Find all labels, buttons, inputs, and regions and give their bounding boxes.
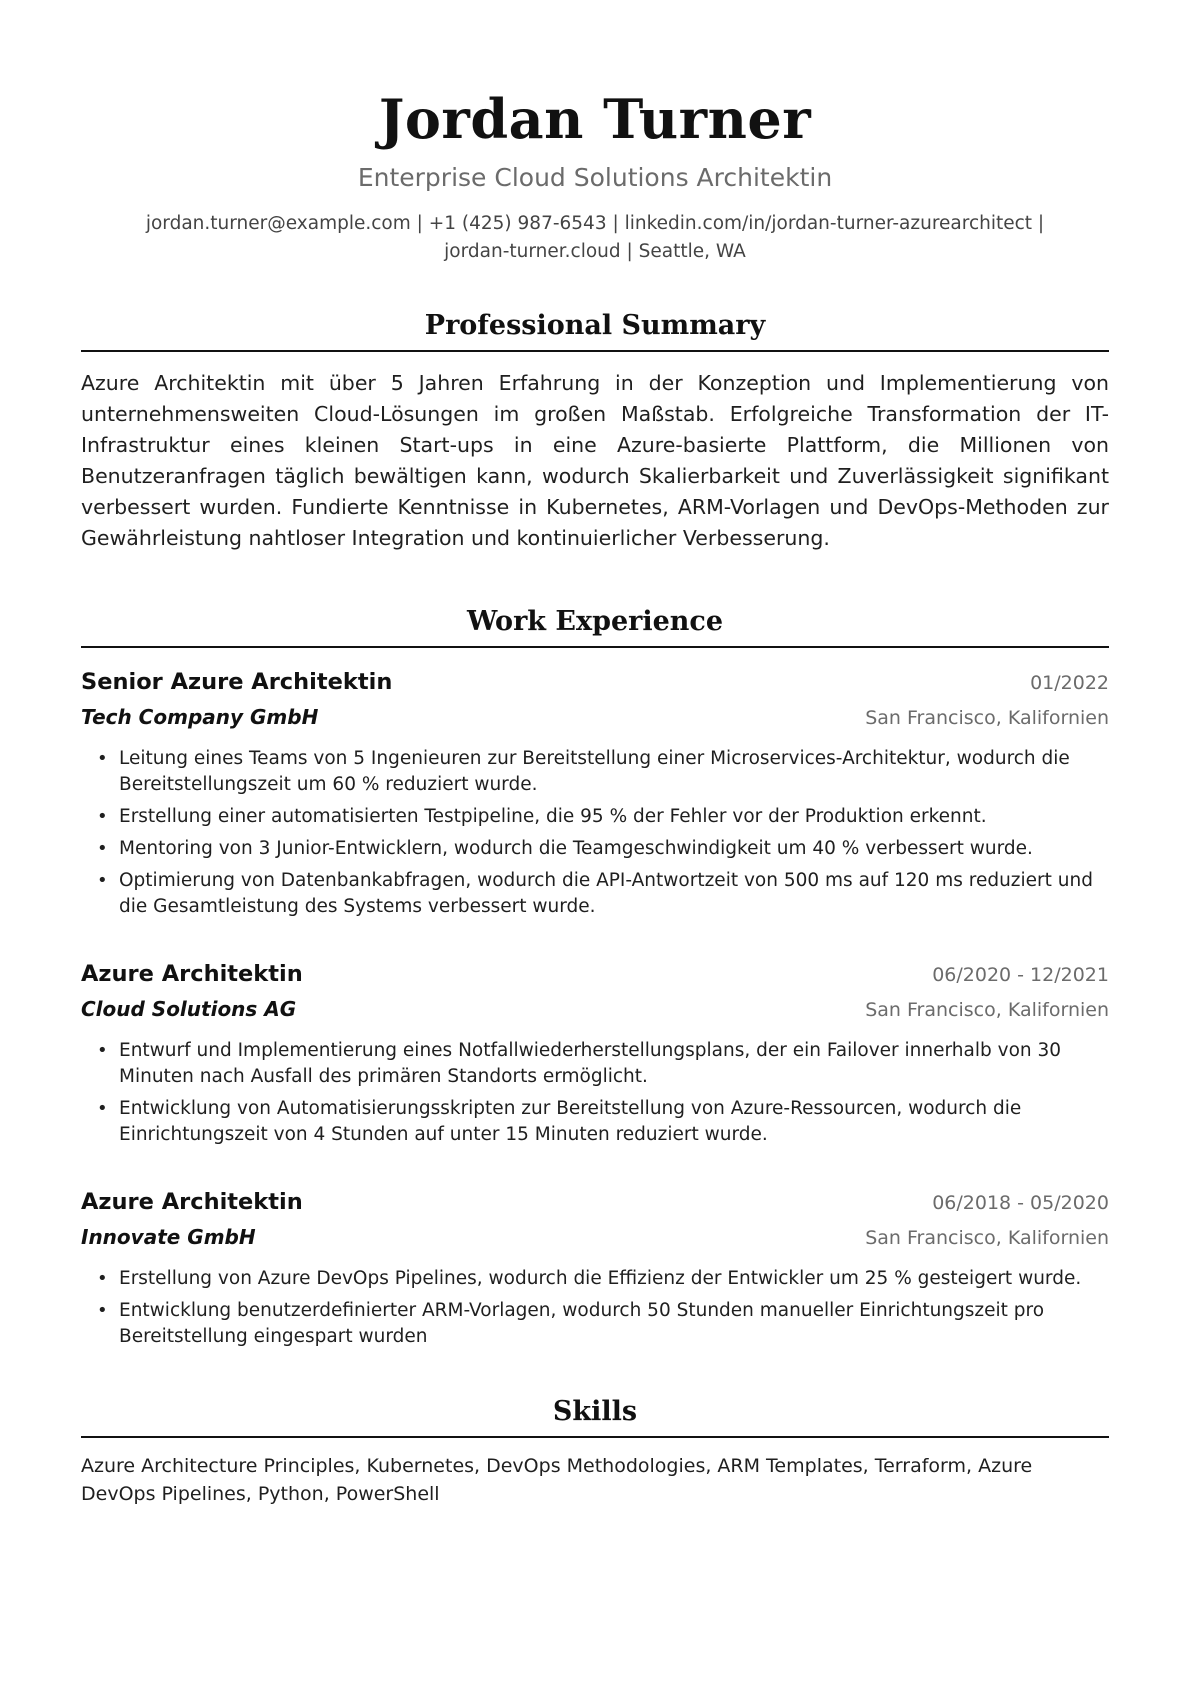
summary-text: Azure Architektin mit über 5 Jahren Erfahrung in der Konzeption und Implementierung von unternehmensweiten Cloud-Lösungen im großen Maßstab. Erfolgreiche Transformation der IT-Infrastruktur eines kleinen Start-ups in eine Azure-basierte Plattform, die Millionen von Benutzeranfragen täglich bewältigen kann, wodurch Skalierbarkeit und Zuverlässigkeit signifikant verbessert wurden. Fundierte Kenntnisse in Kubernetes, ARM-Vorlagen und DevOps-Methoden zur Gewährleistung nahtloser Integration und kontinuierlicher Verbesserung. (81, 371, 1109, 550)
bullet-item (97, 804, 1109, 830)
skills-heading: Skills (81, 1394, 1109, 1438)
candidate-headline: Enterprise Cloud Solutions Architektin (357, 163, 833, 192)
company-name: Tech Company GmbH (81, 705, 319, 729)
bullet-icon: • (97, 748, 108, 769)
bullet-item (97, 1298, 1109, 1350)
bullet-text: Erstellung von Azure DevOps Pipelines, wodurch die Effizienz der Entwickler um 25 % gesteigert wurde. (119, 1268, 1082, 1289)
bullet-item (97, 868, 1109, 920)
bullet-icon: • (97, 838, 108, 859)
company-name: Cloud Solutions AG (81, 997, 297, 1021)
bullet-text: Erstellung einer automatisierten Testpipeline, die 95 % der Fehler vor der Produktion erkennt. (119, 806, 987, 827)
job-entry (81, 1186, 1109, 1350)
company-name: Innovate GmbH (81, 1225, 256, 1249)
bullet-item (97, 836, 1109, 862)
job-bullets (81, 746, 1109, 920)
job-entry (81, 958, 1109, 1148)
bullet-item (97, 1038, 1109, 1090)
job-bullets (81, 1038, 1109, 1148)
candidate-name: Jordan Turner (378, 87, 812, 151)
skills-text: Azure Architecture Principles, Kubernetes, DevOps Methodologies, ARM Templates, Terraform, Azure DevOps Pipelines, Python, PowerShell (81, 1455, 1033, 1505)
job-location: San Francisco, Kalifornien (865, 1227, 1109, 1249)
bullet-text: Leitung eines Teams von 5 Ingenieuren zur Bereitstellung einer Microservices-Architektur, wodurch die Bereitstellungszeit um 60 % reduziert wurde. (119, 748, 1070, 795)
contact-info: jordan.turner@example.com | +1 (425) 987-6543 | linkedin.com/in/jordan-turner-azurearchitect | jordan-turner.cloud | Seattle, WA (145, 213, 1045, 262)
bullet-icon: • (97, 1040, 108, 1061)
bullet-item (97, 1266, 1109, 1292)
bullet-text: Entwicklung von Automatisierungsskripten zur Bereitstellung von Azure-Ressourcen, wodurch die Einrichtungszeit von 4 Stunden auf unter 15 Minuten reduziert wurde. (119, 1098, 1022, 1145)
job-location: San Francisco, Kalifornien (865, 707, 1109, 729)
job-location: San Francisco, Kalifornien (865, 999, 1109, 1021)
job-dates: 01/2022 (1030, 672, 1109, 694)
bullet-item (97, 1096, 1109, 1148)
summary-heading: Professional Summary (81, 308, 1109, 352)
bullet-icon: • (97, 1300, 108, 1321)
bullet-icon: • (97, 870, 108, 891)
bullet-item (97, 746, 1109, 798)
job-bullets (81, 1266, 1109, 1350)
bullet-icon: • (97, 1098, 108, 1119)
job-title: Azure Architektin (81, 961, 303, 987)
bullet-text: Mentoring von 3 Junior-Entwicklern, wodurch die Teamgeschwindigkeit um 40 % verbessert wurde. (119, 838, 1033, 859)
job-list (81, 666, 1109, 1350)
bullet-text: Entwicklung benutzerdefinierter ARM-Vorlagen, wodurch 50 Stunden manueller Einrichtungszeit pro Bereitstellung eingespart wurden (119, 1300, 1045, 1347)
job-title: Azure Architektin (81, 1189, 303, 1215)
work-experience-heading: Work Experience (81, 604, 1109, 648)
job-entry (81, 666, 1109, 920)
job-dates: 06/2020 - 12/2021 (932, 964, 1109, 986)
bullet-text: Entwurf und Implementierung eines Notfallwiederherstellungsplans, der ein Failover innerhalb von 30 Minuten nach Ausfall des primären Standorts ermöglicht. (119, 1040, 1062, 1087)
bullet-icon: • (97, 1268, 108, 1289)
job-title: Senior Azure Architektin (81, 669, 393, 695)
bullet-text: Optimierung von Datenbankabfragen, wodurch die API-Antwortzeit von 500 ms auf 120 ms reduziert und die Gesamtleistung des Systems verbessert wurde. (119, 870, 1093, 917)
bullet-icon: • (97, 806, 108, 827)
job-dates: 06/2018 - 05/2020 (932, 1192, 1109, 1214)
